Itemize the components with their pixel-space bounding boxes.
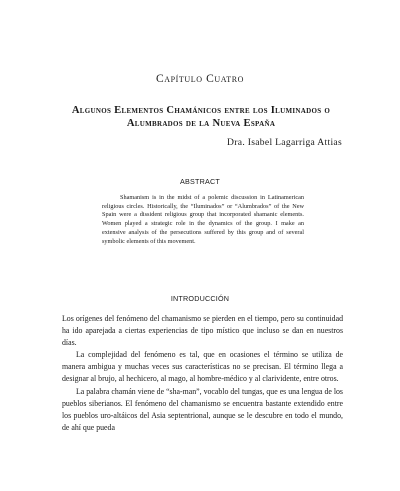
chapter-label: Capítulo Cuatro [155,73,245,85]
body-paragraph-2: La complejidad del fenómeno es tal, que en ocasiones el término se utiliza de manera ambigua y muchas veces sus características no se precisan. El término llega a designar al brujo, al hechicero, al mago, al hombre-médico y al clarividente, entre otros. [62,350,343,384]
body-paragraph-1: Los orígenes del fenómeno del chamanismo se pierden en el tiempo, pero su continuidad ha ido aparejada a ciertas experiencias de tipo místico que incluso se dan en nuestros días. [62,314,343,348]
chapter-title: Algunos Elementos Chamánicos entre los Iluminados o Alumbrados de la Nueva España [71,105,331,129]
author-name: Dra. Isabel Lagarriga Attias [227,137,342,148]
introduction-heading: INTRODUCCIÓN [170,294,230,303]
introduction-body [62,313,343,434]
body-paragraph-3: La palabra chamán viene de “sha-man”, vocablo del tungas, que es una lengua de los pueblos siberianos. El fenómeno del chamanismo se encuentra bastante extendido entre los pueblos uro-altáicos del Asia septentrional, aunque se le descubre en todo el mundo, de ahí que pueda [62,386,343,432]
abstract-heading: ABSTRACT [180,177,220,186]
abstract-text: Shamanism is in the midst of a polemic discussion in Latinamerican religious circles. Historically, the “Iluminados” or “Alumbrados” of the New Spain were a dissident religious group that incorporated shamanic elements. Women played a strategic role in the dynamics of the group. I make an extensive analysis of the persecutions suffered by this group and of several symbolic elements of this movement. [102,194,304,245]
